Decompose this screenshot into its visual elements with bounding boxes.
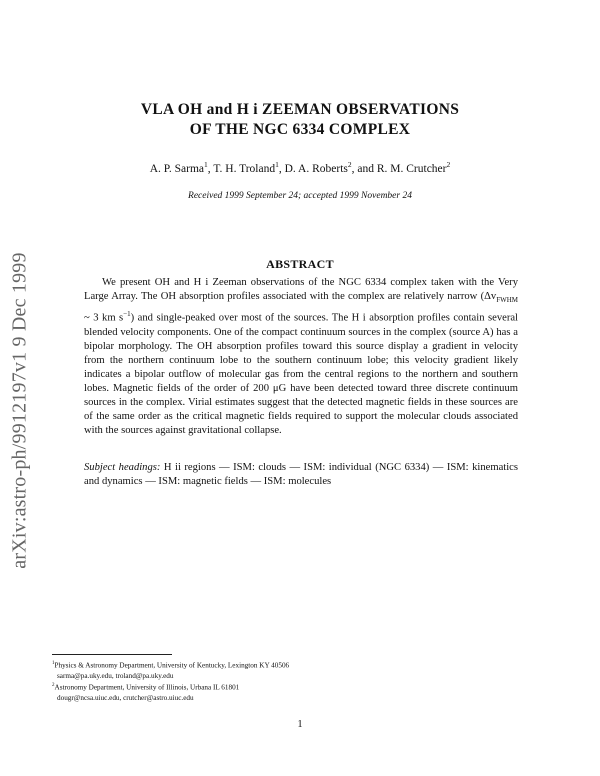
- author: R. M. Crutcher$^2$: [376, 160, 451, 175]
- subject-headings: [84, 461, 518, 489]
- author: D. A. Roberts$^2$, and: [284, 160, 377, 175]
- arxiv-sidebar-stamp: [6, 204, 34, 616]
- footnote-2-email: dougr@ncsa.uiuc.edu, crutcher@astro.uiuc.edu: [57, 694, 194, 702]
- footnote-1-email: sarma@pa.uky.edu, troland@pa.uky.edu: [57, 671, 174, 680]
- author: T. H. Troland$^1$,: [213, 160, 285, 175]
- abstract-heading: ABSTRACT: [266, 257, 334, 271]
- footnote-rule: [52, 654, 172, 655]
- arxiv-id: arXiv:astro-ph/9912197v1 9 Dec 1999: [8, 251, 31, 569]
- footnote-1: $^1$Physics & Astronomy Department, University of Kentucky, Lexington KY 40506: [52, 661, 290, 670]
- subject-headings-label: Subject headings:: [84, 462, 161, 473]
- paper-title-line-2: OF THE NGC 6334 COMPLEX: [189, 121, 411, 138]
- footnote-2: $^2$Astronomy Department, University of Illinois, Urbana IL 61801: [52, 683, 240, 692]
- received-date-line: Received 1999 September 24; accepted 1999 November 24: [188, 191, 412, 201]
- page-number: 1: [297, 719, 303, 730]
- author: A. P. Sarma$^1$,: [149, 160, 214, 175]
- footnotes: [52, 659, 472, 703]
- paper-title-line-1: VLA OH and H i ZEEMAN OBSERVATIONS: [140, 101, 460, 118]
- author-list: [60, 160, 540, 175]
- abstract-body: We present OH and H i Zeeman observations of the NGC 6334 complex taken with the Very Large Array. The OH absorption profiles associated with the complex are relatively narrow ($\Delta v_{FWHM}$ ~ 3 km $s^{-1}$) and single-peaked over most of the sources. The H i absorption profiles contain several blended velocity components. One of the compact continuum sources in the complex (source A) has a bipolar morphology. The OH absorption profiles toward this source display a gradient in velocity from the northern continuum lobe to the southern continuum lobe; this velocity gradient likely indicates a bipolar outflow of molecular gas from the central regions to the northern and southern lobes. Magnetic fields of the order of 200 μG have been detected toward three discrete continuum sources in the complex. Virial estimates suggest that the detected magnetic fields in these sources are of the same order as the critical magnetic fields required to support the molecular clouds associated with the sources against gravitational collapse.: [84, 277, 518, 437]
- subject-headings-text: H ii regions — ISM: clouds — ISM: individual (NGC 6334) — ISM: kinematics and dynamics — ISM: magnetic fields — ISM: molecules: [84, 462, 518, 488]
